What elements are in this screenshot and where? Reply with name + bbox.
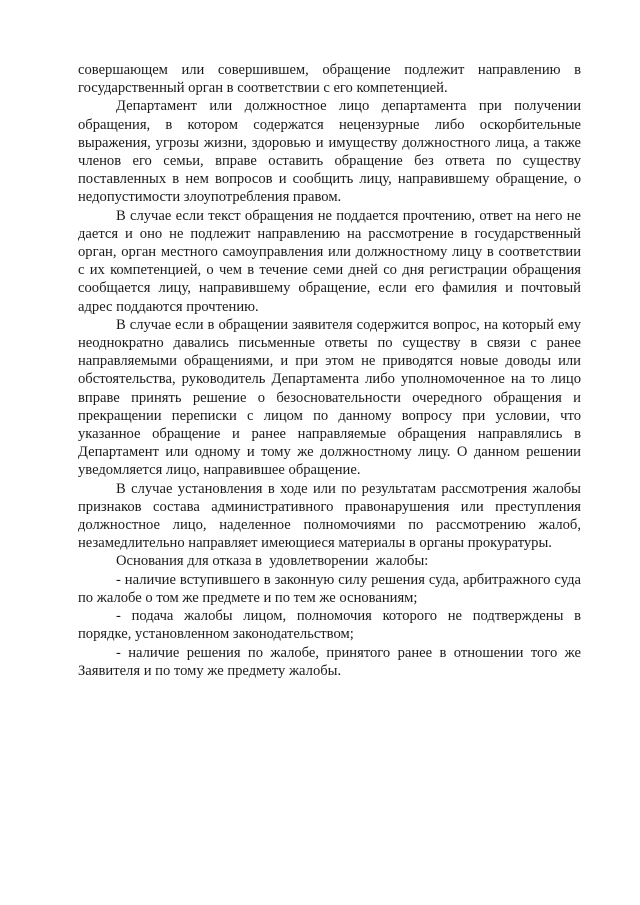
paragraph-repeated-question: В случае если в обращении заявителя содержится вопрос, на который ему неоднократно давались письменные ответы по существу в связи с ранее направляемыми обращениями, и при этом не приводятся новые доводы или обстоятельства, руководитель Департамента либо уполномоченное на то лицо вправе принять решение о безосновательности очередного обращения и прекращении переписки с лицом по данному вопросу при условии, что указанное обращение и ранее направляемые обращения направлялись в Департамент или одному и тому же должностному лицу. О данном решении уведомляется лицо, направившее обращение. [78,316,581,479]
refusal-ground-prior-decision: - наличие решения по жалобе, принятого ранее в отношении того же Заявителя и по тому же предмету жалобы. [78,644,581,679]
document-body [78,61,581,680]
refusal-grounds-heading: Основания для отказа в удовлетворении жалобы: [116,553,429,570]
paragraph-continuation: совершающем или совершившем, обращение подлежит направлению в государственный орган в соответствии с его компетенцией. [78,62,581,97]
refusal-ground-unauthorized-person: - подача жалобы лицом, полномочия которого не подтверждены в порядке, установленном законодательством; [78,608,581,643]
paragraph-offensive-appeals: Департамент или должностное лицо департамента при получении обращения, в котором содержатся нецензурные либо оскорбительные выражения, угрозы жизни, здоровью и имуществу должностного лица, а также членов его семьи, вправе оставить обращение без ответа по существу поставленных в нем вопросов и сообщить лицу, направившему обращение, о недопустимости злоупотребления правом. [78,98,581,206]
paragraph-unreadable-text: В случае если текст обращения не поддается прочтению, ответ на него не дается и оно не подлежит направлению на рассмотрение в государственный орган, орган местного самоуправления или должностному лицу в соответствии с их компетенцией, о чем в течение семи дней со дня регистрации обращения сообщается лицу, направившему обращение, если его фамилия и почтовый адрес поддаются прочтению. [78,207,581,315]
paragraph-violation-signs: В случае установления в ходе или по результатам рассмотрения жалобы признаков состава административного правонарушения или преступления должностное лицо, наделенное полномочиями по рассмотрению жалоб, незамедлительно направляет имеющиеся материалы в органы прокуратуры. [78,480,581,552]
refusal-ground-court-decision: - наличие вступившего в законную силу решения суда, арбитражного суда по жалобе о том же предмете и по тем же основаниям; [78,571,581,606]
